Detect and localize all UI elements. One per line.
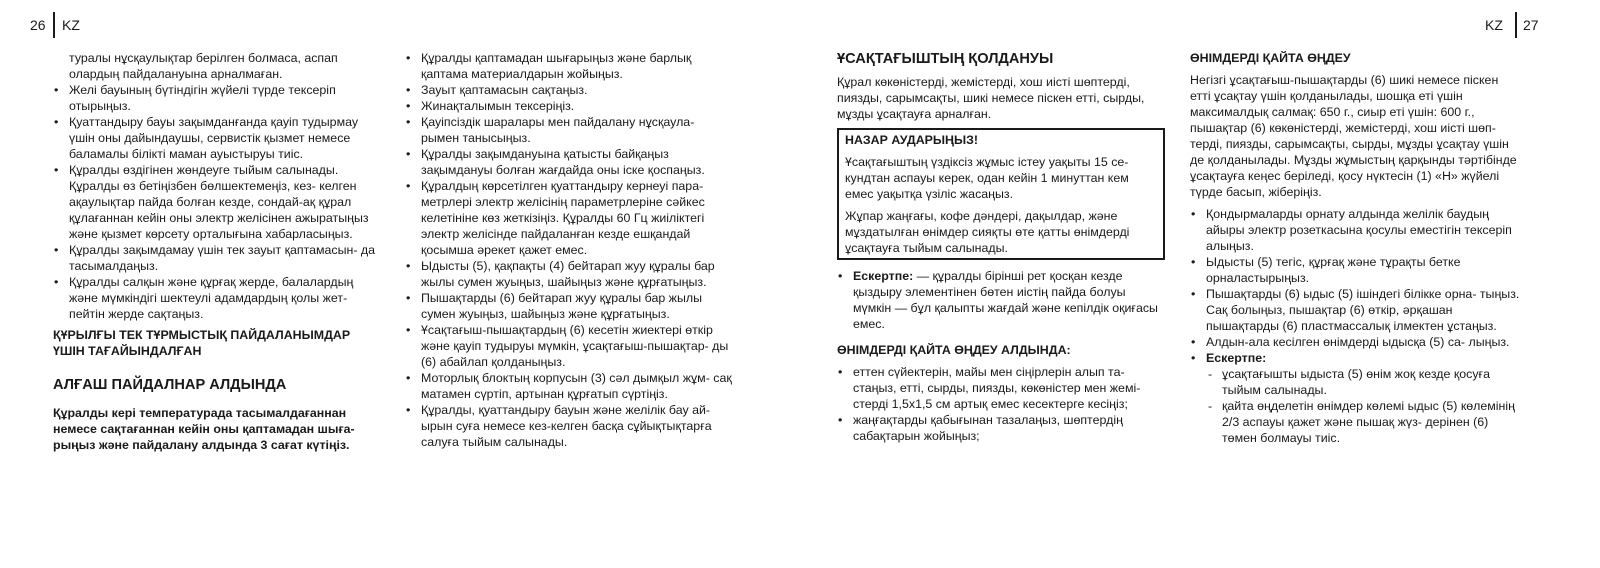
list-item: • Құралдың көрсетілген қуаттандыру кернеуі пара- метрлері электр желісінің параметрлеріне сәйкес келетініне көз жеткізіңіз. Құралды 60 Гц жиіліктегі электр желісінде пайдаланған кезде ешқандай қосымша әрекет қажет емес. — [405, 178, 735, 258]
header-divider-left — [53, 12, 55, 38]
preparation-list — [405, 50, 735, 450]
safety-list — [53, 82, 378, 322]
before-processing-heading: ӨНІМДЕРДІ ҚАЙТА ӨҢДЕУ АЛДЫНДА: — [837, 343, 1071, 357]
list-item: • Қуаттандыру бауы зақымданғанда қауіп тудырмау үшін оны дайындаушы, сервистік қызмет немесе баламалы білікті маман ауыстыруы тиіс. — [53, 114, 378, 162]
list-item: • Ұсақтағыш-пышақтардың (6) кесетін жиектері өткір және қауіп тудыруы мүмкін, ұсақтағыш-пышақтар- ды (6) абайлап қолданыңыз. — [405, 322, 735, 370]
processing-intro-text: Негізгі ұсақтағыш-пышақтарды (6) шикі немесе піскен етті ұсақтау үшін қолданылады, шошқа еті үшін максималдық салмақ: 650 г., сиыр еті үшін: 600 г., пышақтар (6) көкөністерді, жемістерді, хош иісті шөп- терді, пиязды, сарымсақты, сырды, мұзды ұсақтау үшін де қолданылады. Мұзды жұмыстың қарқынды тәртібінде ұсақтауға кеңес беріледі, қосу нүктесін (1) «Н» жүйелі түрде басып, жіберіңіз. — [1190, 73, 1517, 199]
list-item: • Моторлық блоктың корпусын (3) сәл дымқыл жұм- сақ матамен сүртіп, артынан құрғатып сүртіңіз. — [405, 370, 735, 402]
note-item — [1190, 350, 1520, 446]
note-sublist — [1206, 366, 1520, 446]
chopper-use-title: ҰСАҚТАҒЫШТЫҢ ҚОЛДАНУЫ — [837, 51, 1054, 67]
processing-title: ӨНІМДЕРДІ ҚАЙТА ӨҢДЕУ — [1190, 51, 1351, 65]
list-item: • Жинақталымын тексеріңіз. — [405, 98, 735, 114]
warning-box — [837, 128, 1165, 260]
column-1 — [53, 50, 378, 453]
note-label: Ескертпе: — [1206, 351, 1267, 365]
list-item: • Алдын-ала кесілген өнімдерді ыдысқа (5) са- лыңыз. — [1190, 334, 1520, 350]
note-text: — құралды бірінші рет қосқан кезде қыздыру элементінен бөтен иістің пайда болуы мүмкін — бұл қалыпты жағдай және кепілдік оқиғасы емес. — [853, 269, 1158, 331]
warning-text: Жұпар жаңғағы, кофе дәндері, дақылдар, және мұздатылған өнімдер сияқты өте қатты өнімдерді ұсақтауға тыйым салынады. — [845, 209, 1130, 255]
sublist-item: - ұсақтағышты ыдыста (5) өнім жоқ кезде қосуға тыйым салынады. — [1206, 366, 1520, 398]
warning-heading: НАЗАР АУДАРЫҢЫЗ! — [845, 133, 979, 147]
chopper-intro-text: Құрал көкөністерді, жемістерді, хош иісті шөптерді, пиязды, сарымсақты, шикі немесе піскен етті, сырды, мұзды ұсақтауға арналған. — [837, 75, 1145, 121]
column-2 — [405, 50, 735, 450]
first-use-heading: АЛҒАШ ПАЙДАЛНАР АЛДЫНДА — [53, 377, 287, 393]
sublist-item: - қайта өңделетін өнімдер көлемі ыдыс (5) көлемінің 2/3 аспауы қажет және пышақ жүз- дерінен (6) төмен болмауы тиіс. — [1206, 398, 1520, 446]
page-number-left: 26 — [30, 17, 46, 33]
warning-text: Ұсақтағыштың үздіксіз жұмыс істеу уақыты 15 се- кундтан аспауы керек, одан кейін 1 минуттан кем емес уақытқа үзіліс жасаңыз. — [845, 155, 1129, 201]
list-item: • Пышақтарды (6) бейтарап жуу құралы бар жылы сумен жуыңыз, шайыңыз және құрғатыңыз. — [405, 290, 735, 322]
list-item: • еттен сүйектерін, майы мен сіңірлерін алып та- стаңыз, етті, сырды, пиязды, көкөністер мен жемі- стерді 1,5х1,5 см артық емес кесектерге кесіңіз; — [837, 364, 1167, 412]
list-item: • Құралды қаптамадан шығарыңыз және барлық қаптама материалдарын жойыңыз. — [405, 50, 735, 82]
household-use-heading: ҚҰРЫЛҒЫ ТЕК ТҰРМЫСТЫҚ ПАЙДАЛАНЫМДАР ҮШІН ТАҒАЙЫНДАЛҒАН — [53, 328, 351, 358]
list-item: • Қондырмаларды орнату алдында желілік баудың айыры электр розеткасына қосулы еместігін тексеріп алыңыз. — [1190, 206, 1520, 254]
note-item — [837, 268, 1167, 332]
list-item: • Ыдысты (5), қақпақты (4) бейтарап жуу құралы бар жылы сумен жуыңыз, шайыңыз және құрғатыңыз. — [405, 258, 735, 290]
first-use-text: Құралды кері температурада тасымалдағаннан немесе сақтағаннан кейін оны қаптамадан шыға- рыңыз және пайдалану алдында 3 сағат күтіңіз. — [53, 406, 355, 452]
column-4 — [1190, 50, 1520, 446]
list-item: • Қауіпсіздік шаралары мен пайдалану нұсқаула- рымен танысыңыз. — [405, 114, 735, 146]
list-item: • Құралды өздігінен жөндеуге тыйым салынады. Құралды өз бетіңізбен бөлшектемеңіз, кез- келген ақаулықтар пайда болған кезде, сондай-ақ құрал құлағаннан кейін оны электр желісінен ажыратыңыз және қызмет көрсету орталығына хабарласыңыз. — [53, 162, 378, 242]
processing-list — [1190, 206, 1520, 446]
list-item: • Ыдысты (5) тегіс, құрғақ және тұрақты бетке орналастырыңыз. — [1190, 254, 1520, 286]
note-list — [837, 268, 1167, 332]
list-item: • Зауыт қаптамасын сақтаңыз. — [405, 82, 735, 98]
note-label: Ескертпе: — [853, 269, 914, 283]
list-item: • Құралды салқын және құрғақ жерде, балалардың және мүмкіндігі шектеулі адамдардың қолы жет- пейтін жерде сақтаңыз. — [53, 274, 378, 322]
intro-text: туралы нұсқаулықтар берілген болмаса, аспап олардың пайдалануына арналмаған. — [69, 51, 338, 81]
list-item: • Желі бауының бүтіндігін жүйелі түрде тексеріп отырыңыз. — [53, 82, 378, 114]
list-item: • Құралды зақымдануына қатысты байқаңыз зақымдануы болған жағдайда оны іске қоспаңыз. — [405, 146, 735, 178]
language-code-right: KZ — [1485, 17, 1503, 33]
header-divider-right — [1515, 12, 1517, 38]
page-number-right: 27 — [1523, 17, 1539, 33]
language-code-left: KZ — [62, 17, 80, 33]
list-item: • Пышақтарды (6) ыдыс (5) ішіндегі білікке орна- тыңыз. Сақ болыңыз, пышақтар (6) өткір, әрқашан пышақтарды (6) пластмассалық ілмектен ұстаңыз. — [1190, 286, 1520, 334]
list-item: • Құралды, қуаттандыру бауын және желілік бау ай- ырын суға немесе кез-келген басқа сұйықтықтарға салуға тыйым салынады. — [405, 402, 735, 450]
list-item: • жаңғақтарды қабығынан тазалаңыз, шөптердің сабақтарын жойыңыз; — [837, 412, 1167, 444]
column-3 — [837, 50, 1167, 444]
list-item: • Құралды зақымдамау үшін тек зауыт қаптамасын- да тасымалдаңыз. — [53, 242, 378, 274]
before-processing-list — [837, 364, 1167, 444]
